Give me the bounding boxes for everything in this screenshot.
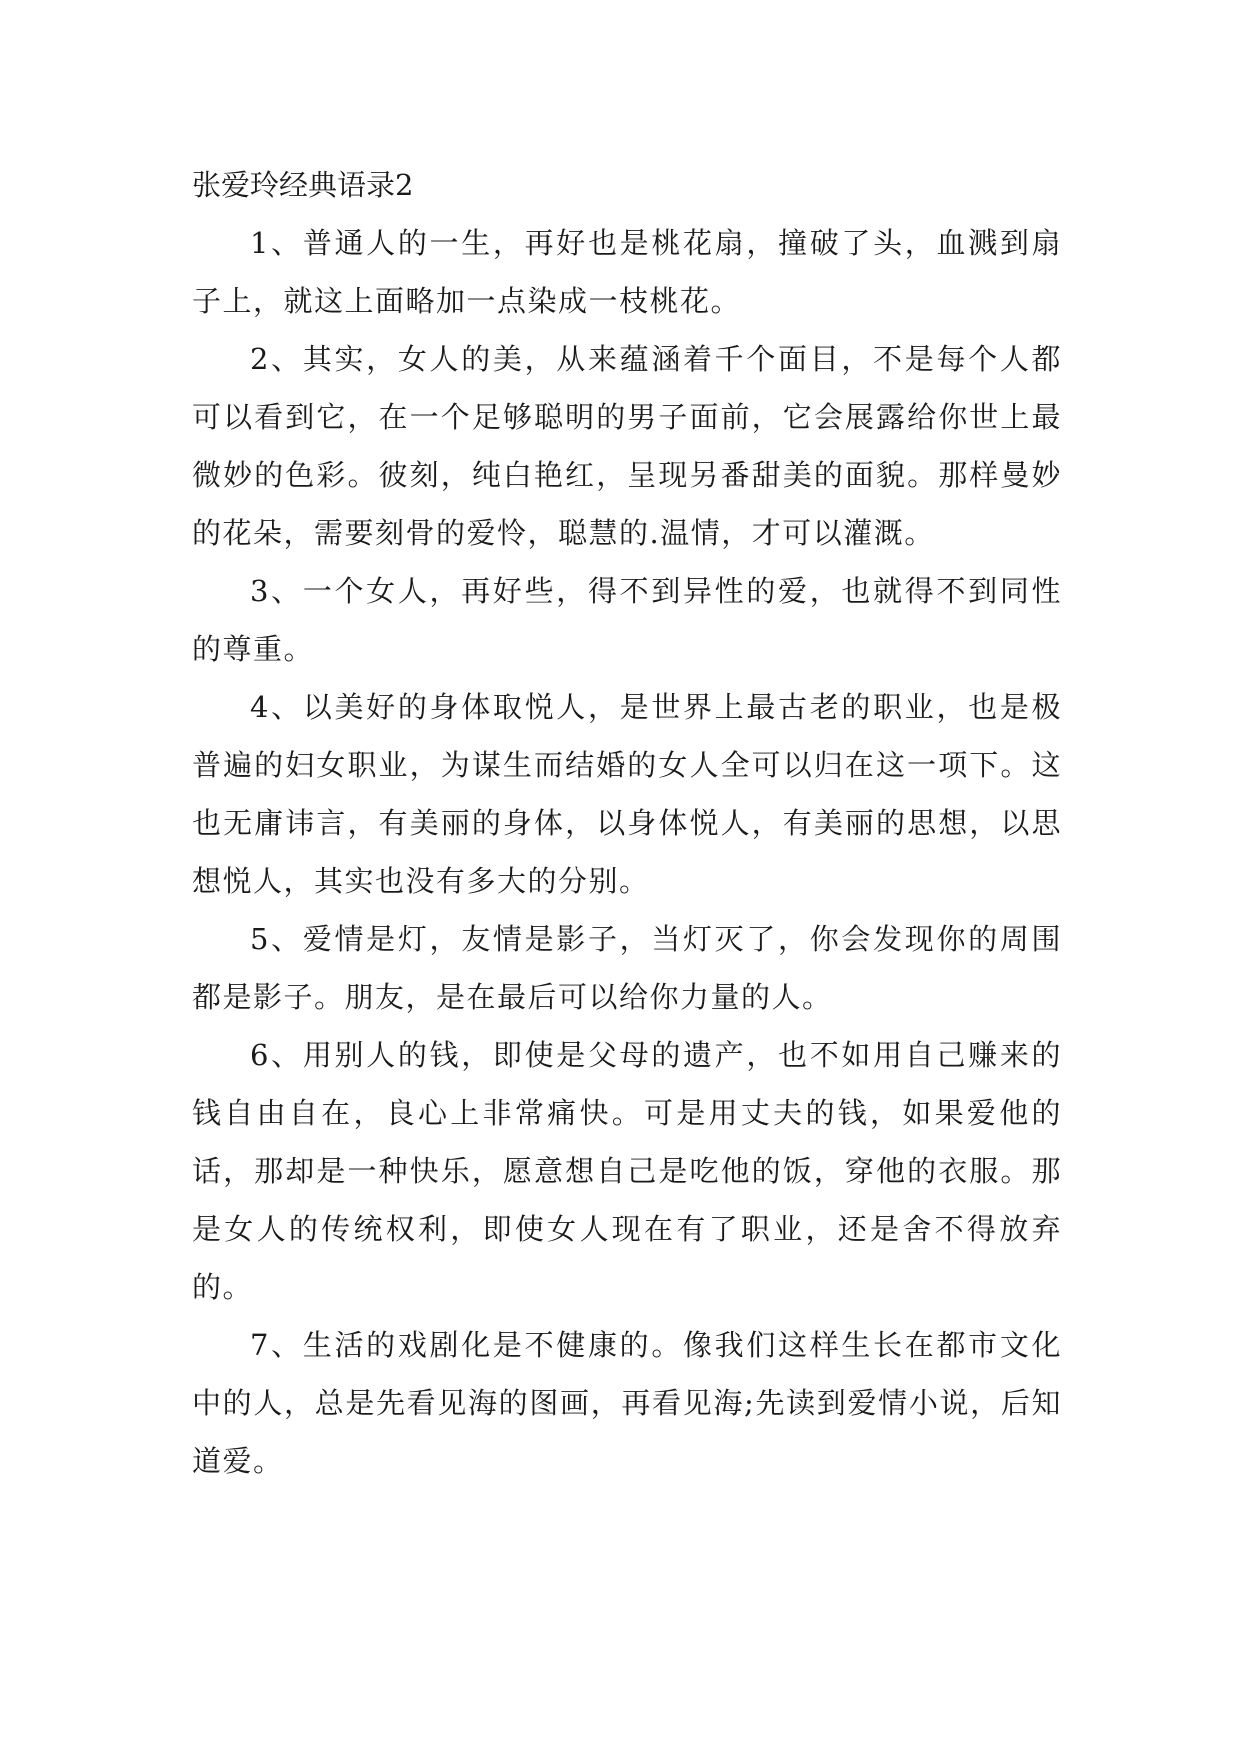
quote-paragraph-3: 3、一个女人，再好些，得不到异性的爱，也就得不到同性的尊重。 [192, 574, 1062, 666]
quote-paragraph-2: 2、其实，女人的美，从来蕴涵着千个面目，不是每个人都可以看到它，在一个足够聪明的男子面前，它会展露给你世上最微妙的色彩。彼刻，纯白艳红，呈现另番甜美的面貌。那样曼妙的花朵，需要刻骨的爱怜，聪慧的.温情，才可以灌溉。 [192, 342, 1062, 550]
quote-paragraph-5: 5、爱情是灯，友情是影子，当灯灭了，你会发现你的周围都是影子。朋友，是在最后可以给你力量的人。 [192, 922, 1062, 1014]
quote-paragraph-6: 6、用别人的钱，即使是父母的遗产，也不如用自己赚来的钱自由自在，良心上非常痛快。可是用丈夫的钱，如果爱他的话，那却是一种快乐，愿意想自己是吃他的饭，穿他的衣服。那是女人的传统权利，即使女人现在有了职业，还是舍不得放弃的。 [192, 1038, 1062, 1304]
quote-paragraph-1: 1、普通人的一生，再好也是桃花扇，撞破了头，血溅到扇子上，就这上面略加一点染成一枝桃花。 [192, 226, 1062, 318]
document-title: 张爱玲经典语录2 [192, 168, 414, 202]
document-body [192, 156, 1062, 1490]
quote-paragraph-7: 7、生活的戏剧化是不健康的。像我们这样生长在都市文化中的人，总是先看见海的图画，再看见海;先读到爱情小说，后知道爱。 [192, 1328, 1062, 1478]
quote-paragraph-4: 4、以美好的身体取悦人，是世界上最古老的职业，也是极普遍的妇女职业，为谋生而结婚的女人全可以归在这一项下。这也无庸讳言，有美丽的身体，以身体悦人，有美丽的思想，以思想悦人，其实也没有多大的分别。 [192, 690, 1062, 898]
